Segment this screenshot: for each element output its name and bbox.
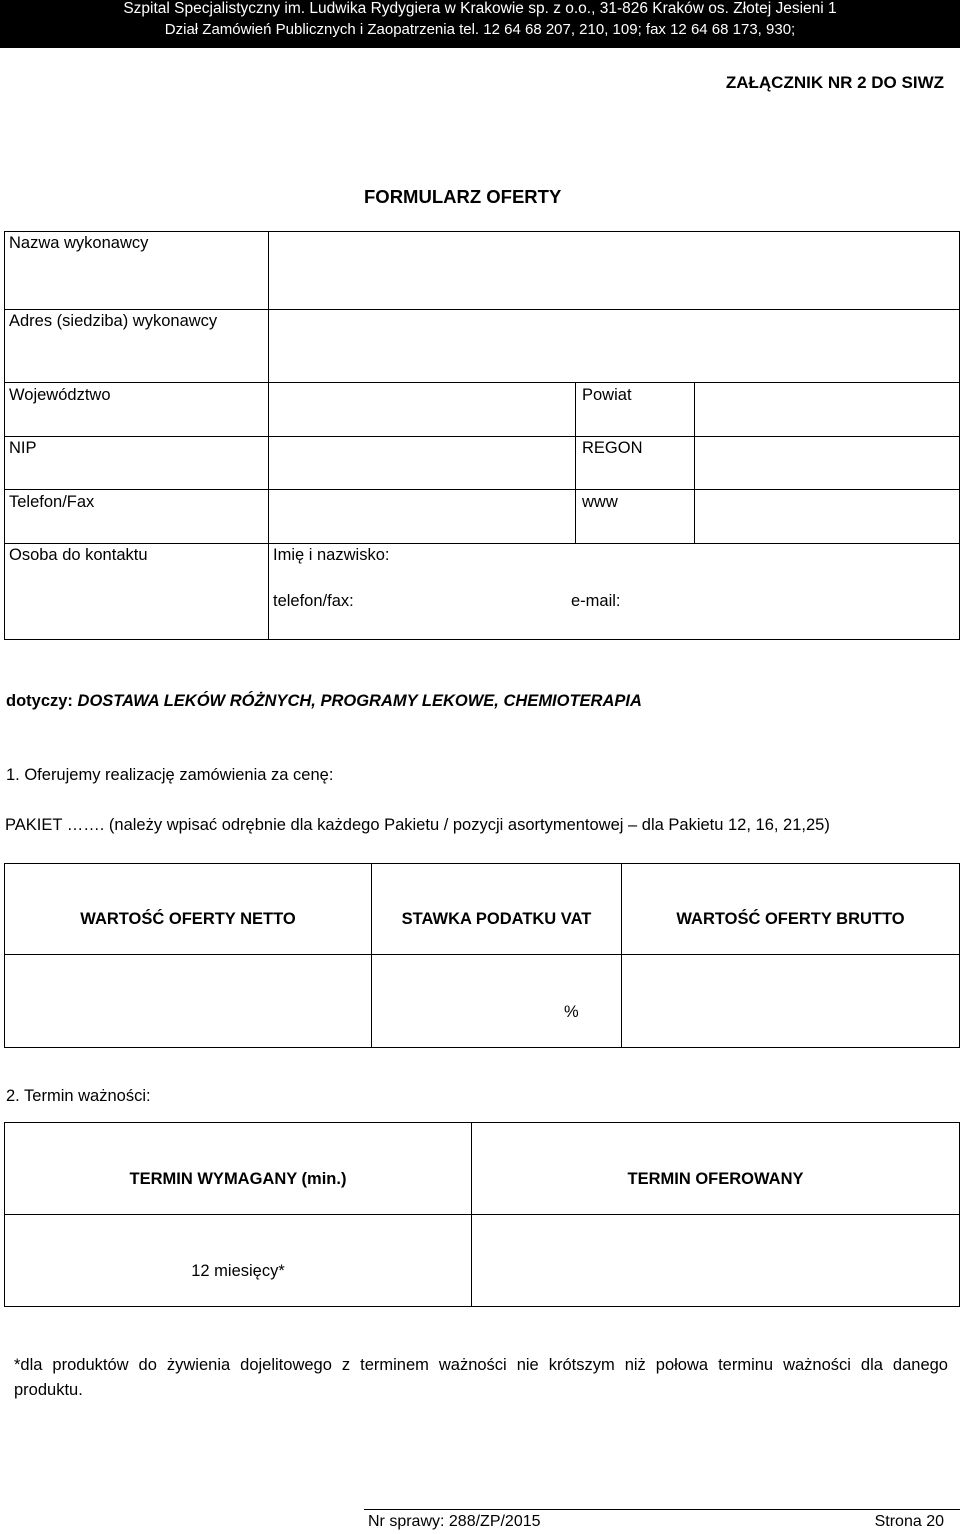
annex-title: ZAŁĄCZNIK NR 2 DO SIWZ (725, 73, 944, 92)
contractor-name-field[interactable] (270, 233, 958, 307)
offer-point-2: 2. Termin ważności: (6, 1087, 151, 1105)
page-number: Strona 20 (874, 1513, 944, 1530)
letterhead-line-1: Szpital Specjalistyczny im. Ludwika Rydygiera w Krakowie sp. z o.o., 31-826 Kraków os. Złotej Jesieni 1 (123, 0, 837, 17)
voivodeship-label: Województwo (9, 386, 111, 404)
district-field[interactable] (696, 384, 958, 434)
voivodeship-field[interactable] (270, 384, 574, 434)
vat-rate-field[interactable] (373, 956, 619, 1045)
offered-term-header: TERMIN OFEROWANY (627, 1170, 804, 1188)
district-label: Powiat (582, 386, 632, 404)
case-number: Nr sprawy: 288/ZP/2015 (368, 1513, 541, 1530)
required-term-header: TERMIN WYMAGANY (min.) (129, 1170, 347, 1188)
offer-point-1: 1. Oferujemy realizację zamówienia za cenę: (6, 766, 334, 784)
contractor-name-label: Nazwa wykonawcy (9, 234, 149, 252)
form-title: FORMULARZ OFERTY (364, 186, 562, 207)
contractor-address-field[interactable] (270, 311, 958, 380)
gross-value-field[interactable] (623, 956, 958, 1045)
subject-prefix: dotyczy: (6, 692, 73, 710)
letterhead-line-2: Dział Zamówień Publicznych i Zaopatrzenia tel. 12 64 68 207, 210, 109; fax 12 64 68 173, 930; (164, 21, 796, 38)
vat-rate-header: STAWKA PODATKU VAT (401, 910, 592, 928)
www-field[interactable] (696, 491, 958, 541)
contact-fullname-label: Imię i nazwisko: (273, 546, 390, 564)
footer-rule (364, 1509, 960, 1510)
nip-label: NIP (9, 439, 37, 457)
subject-text: DOSTAWA LEKÓW RÓŻNYCH, PROGRAMY LEKOWE, CHEMIOTERAPIA (77, 692, 642, 710)
phone-fax-label: Telefon/Fax (9, 493, 95, 511)
net-value-field[interactable] (6, 956, 370, 1045)
net-value-header: WARTOŚĆ OFERTY NETTO (80, 910, 296, 928)
www-label: www (582, 493, 618, 511)
regon-field[interactable] (696, 438, 958, 487)
footnote: *dla produktów do żywienia dojelitowego z terminem ważności nie krótszym niż połowa terminu ważności dla danego produktu. (14, 1356, 948, 1399)
nip-field[interactable] (270, 438, 574, 487)
letterhead-band (0, 0, 960, 48)
vat-percent-sign: % (564, 1003, 579, 1021)
contact-email-label: e-mail: (571, 592, 621, 610)
gross-value-header: WARTOŚĆ OFERTY BRUTTO (676, 910, 905, 928)
required-term-value: 12 miesięcy* (191, 1262, 285, 1280)
package-line: PAKIET ……. (należy wpisać odrębnie dla każdego Pakietu / pozycji asortymentowej – dla Pakietu 12, 16, 21,25) (5, 816, 830, 834)
contact-person-label: Osoba do kontaktu (9, 546, 148, 564)
regon-label: REGON (582, 439, 643, 457)
phone-fax-field[interactable] (270, 491, 574, 541)
subject-line (6, 692, 642, 711)
contact-phone-label: telefon/fax: (273, 592, 354, 610)
offered-term-field[interactable] (473, 1216, 958, 1304)
contractor-address-label: Adres (siedziba) wykonawcy (9, 312, 218, 330)
